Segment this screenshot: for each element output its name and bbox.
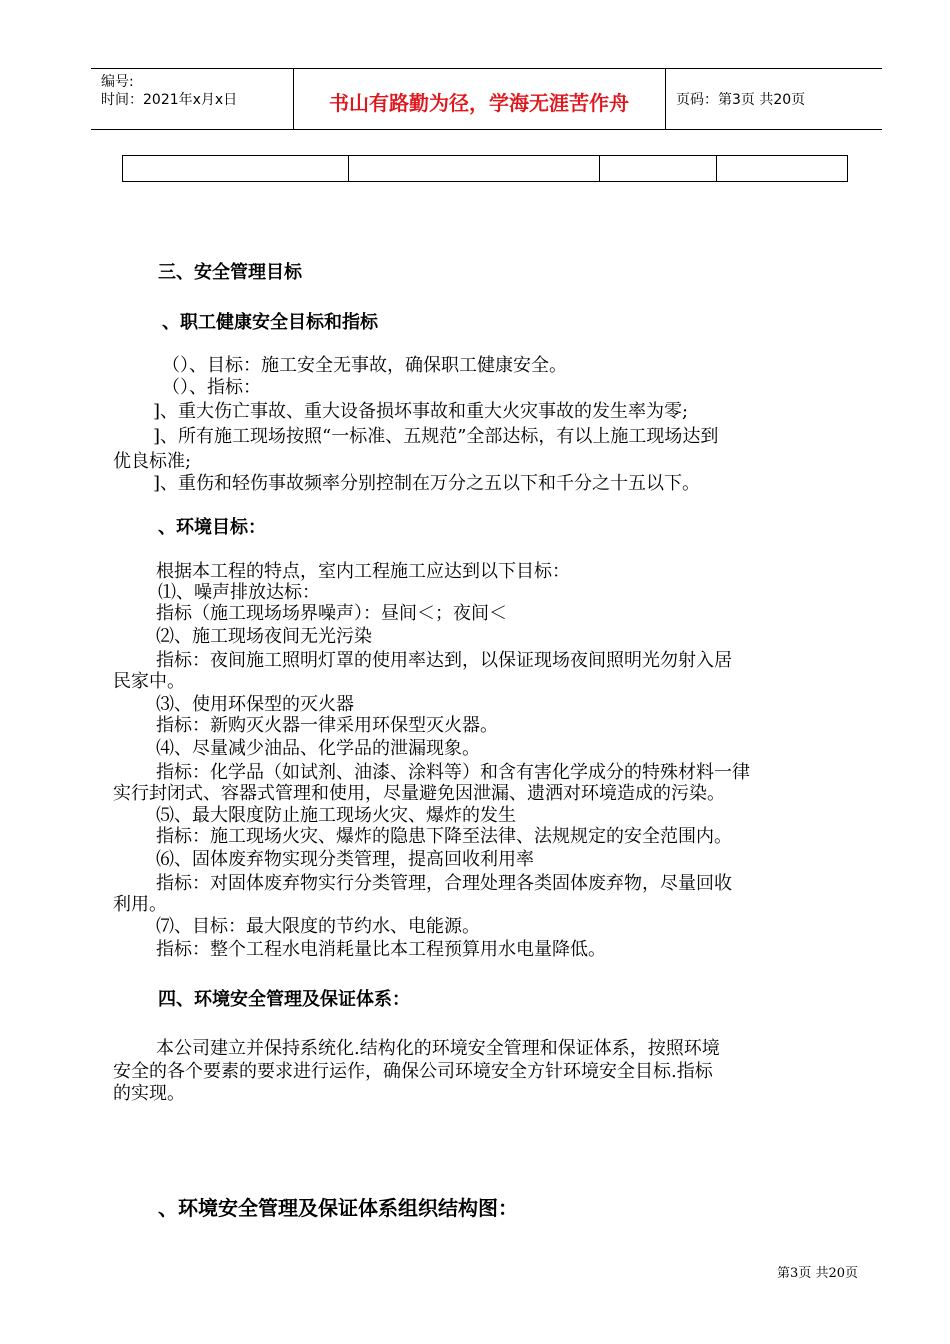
sub1-line: 优良标准; xyxy=(113,451,192,472)
sub2-line: ⑸、最大限度防止施工现场火灾、爆炸的发生 xyxy=(156,805,516,826)
empty-table-row xyxy=(122,155,848,182)
table-cell xyxy=(348,156,600,181)
section-4-line: 安全的各个要素的要求进行运作，确保公司环境安全方针环境安全目标.指标 xyxy=(113,1061,713,1082)
section-4-title: 四、环境安全管理及保证体系： xyxy=(158,989,410,1010)
sub2-line: ⑶、使用环保型的灭火器 xyxy=(156,694,354,715)
number-label: 编号: xyxy=(101,74,134,90)
page-footer: 第3页 共20页 xyxy=(777,1266,858,1281)
sub1-line: ]、重大伤亡事故、重大设备损坏事故和重大火灾事故的发生率为零; xyxy=(153,401,689,422)
table-cell xyxy=(123,156,349,181)
sub2-line: ⑷、尽量减少油品、化学品的泄漏现象。 xyxy=(156,738,480,759)
table-cell xyxy=(599,156,717,181)
sub1-line: （）、目标：施工安全无事故，确保职工健康安全。 xyxy=(162,355,567,376)
sub2-line: ⑺、目标：最大限度的节约水、电能源。 xyxy=(156,916,480,937)
header-page-cell xyxy=(666,69,882,129)
sub2-line: 根据本工程的特点，室内工程施工应达到以下目标： xyxy=(156,561,570,582)
sub2-line: 指标：夜间施工照明灯罩的使用率达到，以保证现场夜间照明光勿射入居 xyxy=(156,650,732,671)
sub2-line: 指标：化学品（如试剂、油漆、涂料等）和含有害化学成分的特殊材料一律 xyxy=(156,762,750,783)
section-4-line: 本公司建立并保持系统化.结构化的环境安全管理和保证体系，按照环境 xyxy=(156,1038,720,1059)
sub2-line: 指标：施工现场火灾、爆炸的隐患下降至法律、法规规定的安全范围内。 xyxy=(156,826,732,847)
sub2-line: 实行封闭式、容器式管理和使用，尽量避免因泄漏、遗洒对环境造成的污染。 xyxy=(113,783,725,804)
sub2-line: ⑵、施工现场夜间无光污染 xyxy=(156,626,372,647)
header-page-info: 页码：第3页 共20页 xyxy=(676,92,806,108)
sub1-line: ]、重伤和轻伤事故频率分别控制在万分之五以下和千分之十五以下。 xyxy=(153,473,701,494)
sub2-line: 民家中。 xyxy=(113,671,185,692)
sub1-line: ]、所有施工现场按照“一标准、五规范”全部达标，有以上施工现场达到 xyxy=(153,426,719,447)
sub2-line: 利用。 xyxy=(113,894,167,915)
sub2-line: 指标：整个工程水电消耗量比本工程预算用水电量降低。 xyxy=(156,939,606,960)
sub2-line: 指标：对固体废弃物实行分类管理，合理处理各类固体废弃物，尽量回收 xyxy=(156,873,732,894)
sub2-line: ⑴、噪声排放达标： xyxy=(158,582,320,603)
table-cell xyxy=(716,156,848,181)
sub2-title: 、环境目标： xyxy=(158,517,266,538)
sub2-line: 指标（施工现场场界噪声）：昼间＜；夜间＜ xyxy=(156,603,507,624)
header-motto-cell xyxy=(293,69,666,129)
section-3-title: 三、安全管理目标 xyxy=(158,262,302,283)
header-motto: 书山有路勤为径，学海无涯苦作舟 xyxy=(329,91,629,115)
sub2-line: ⑹、固体废弃物实现分类管理，提高回收利用率 xyxy=(156,849,534,870)
time-label: 时间：2021年x月x日 xyxy=(101,92,238,108)
sub1-title: 、职工健康安全目标和指标 xyxy=(162,312,378,333)
header-info-cell xyxy=(91,69,294,129)
org-chart-title: 、环境安全管理及保证体系组织结构图： xyxy=(158,1196,518,1220)
section-4-line: 的实现。 xyxy=(113,1083,185,1104)
page-header xyxy=(91,68,882,130)
sub1-line: （）、指标： xyxy=(162,377,261,398)
sub2-line: 指标：新购灭火器一律采用环保型灭火器。 xyxy=(156,715,498,736)
